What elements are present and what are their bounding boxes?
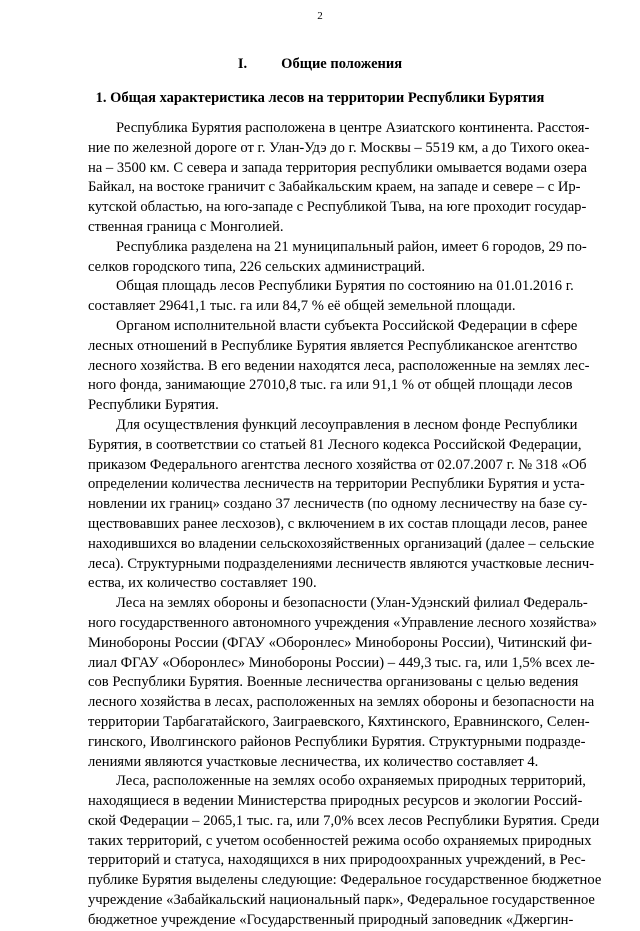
text-line: селков городского типа, 226 сельских администраций.: [88, 258, 425, 275]
page-number: 2: [317, 10, 323, 22]
text-line: новлении их границ» создано 37 лесничеств (по одному лесничеству на базе су-: [88, 496, 588, 513]
text-line: Бурятия, в соответствии со статьей 81 Лесного кодекса Российской Федерации,: [88, 436, 582, 453]
text-line: ества, их количество составляет 190.: [88, 575, 317, 592]
text-line: лиал ФГАУ «Оборонлес» Минобороны России) – 449,3 тыс. га, или 1,5% всех ле-: [88, 654, 595, 671]
text-line: определении количества лесничеств на территории Республики Бурятия и уста-: [88, 476, 585, 493]
text-line: ние по железной дороге от г. Улан-Удэ до г. Москвы – 5519 км, а до Тихого океа-: [88, 139, 590, 156]
subsection-heading: 1. Общая характеристика лесов на территории Республики Бурятия: [95, 90, 545, 106]
text-line: ного фонда, занимающие 27010,8 тыс. га или 91,1 % от общей площади лесов: [88, 377, 573, 394]
text-line: гинского, Иволгинского районов Республики Бурятия. Структурными подразде-: [88, 733, 586, 750]
text-line: ской Федерации – 2065,1 тыс. га, или 7,0% всех лесов Республики Бурятия. Среди: [88, 812, 600, 829]
paragraph: [88, 416, 595, 594]
text-line: ществовавших ранее лесхозов), с включением в их состав площади лесов, ранее: [88, 515, 588, 532]
text-line: лениями являются участковые лесничества, их количество составляет 4.: [88, 753, 539, 770]
text-line: кутской областью, на юго-западе с Республикой Тыва, на юге проходит государ-: [88, 199, 587, 216]
text-line: учреждение «Забайкальский национальный парк», Федеральное государственное: [88, 892, 595, 909]
text-line: территорий и статуса, находящихся в них природоохранных учреждений, в Рес-: [88, 852, 586, 869]
text-line: Республики Бурятия.: [88, 397, 219, 414]
text-line: Общая площадь лесов Республики Бурятия по состоянию на 01.01.2016 г.: [116, 278, 574, 295]
paragraph: [88, 772, 602, 930]
text-line: публике Бурятия выделены следующие: Федеральное государственное бюджетное: [88, 872, 602, 889]
text-line: ного государственного автономного учреждения «Управление лесного хозяйства»: [88, 614, 598, 631]
text-line: ственная граница с Монголией.: [88, 218, 284, 235]
paragraph: [88, 119, 590, 238]
text-line: Байкал, на востоке граничит с Забайкальским краем, на западе и севере – с Ир-: [88, 179, 581, 196]
paragraph: [88, 594, 598, 772]
text-line: сов Республики Бурятия. Военные лесничества организованы с целью ведения: [88, 674, 579, 691]
text-line: бюджетное учреждение «Государственный природный заповедник «Джергин-: [88, 911, 574, 928]
section-heading: [0, 56, 640, 73]
text-line: составляет 29641,1 тыс. га или 84,7 % её общей земельной площади.: [88, 298, 516, 315]
text-line: таких территорий, с учетом особенностей режима особо охраняемых природных: [88, 832, 592, 849]
text-line: Органом исполнительной власти субъекта Российской Федерации в сфере: [116, 317, 578, 334]
text-line: лесных отношений в Республике Бурятия является Республиканское агентство: [88, 337, 578, 354]
text-line: лесного хозяйства. В его ведении находятся леса, расположенные на землях лес-: [88, 357, 590, 374]
section-number: I.: [237, 56, 248, 72]
paragraph: [88, 238, 587, 278]
text-line: находившихся во владении сельскохозяйственных организаций (далее – сельские: [88, 535, 595, 552]
text-line: Для осуществления функций лесоуправления в лесном фонде Республики: [116, 416, 578, 433]
text-line: лесного хозяйства в лесах, расположенных на землях обороны и безопасности на: [88, 694, 595, 711]
text-line: Леса, расположенные на землях особо охраняемых природных территорий,: [116, 773, 586, 790]
text-line: территории Тарбагатайского, Заиграевского, Кяхтинского, Еравнинского, Селен-: [88, 713, 590, 730]
paragraph: [88, 277, 574, 317]
text-line: на – 3500 км. С севера и запада территория республики омывается водами озера: [88, 159, 588, 176]
text-line: приказом Федерального агентства лесного хозяйства от 02.07.2007 г. № 318 «Об: [88, 456, 587, 473]
text-line: Республика Бурятия расположена в центре Азиатского континента. Расстоя-: [116, 120, 590, 136]
text-line: находящиеся в ведении Министерства природных ресурсов и экологии Россий-: [88, 793, 583, 810]
text-line: Леса на землях обороны и безопасности (Улан-Удэнский филиал Федераль-: [116, 595, 588, 612]
text-line: леса). Структурными подразделениями лесничеств являются участковые леснич-: [88, 555, 595, 572]
text-line: Республика разделена на 21 муниципальный район, имеет 6 городов, 29 по-: [116, 238, 587, 255]
section-title: Общие положения: [281, 56, 403, 72]
document-body: [88, 119, 602, 931]
text-line: Минобороны России (ФГАУ «Оборонлес» Минобороны России), Читинский фи-: [88, 634, 592, 651]
paragraph: [88, 317, 590, 416]
